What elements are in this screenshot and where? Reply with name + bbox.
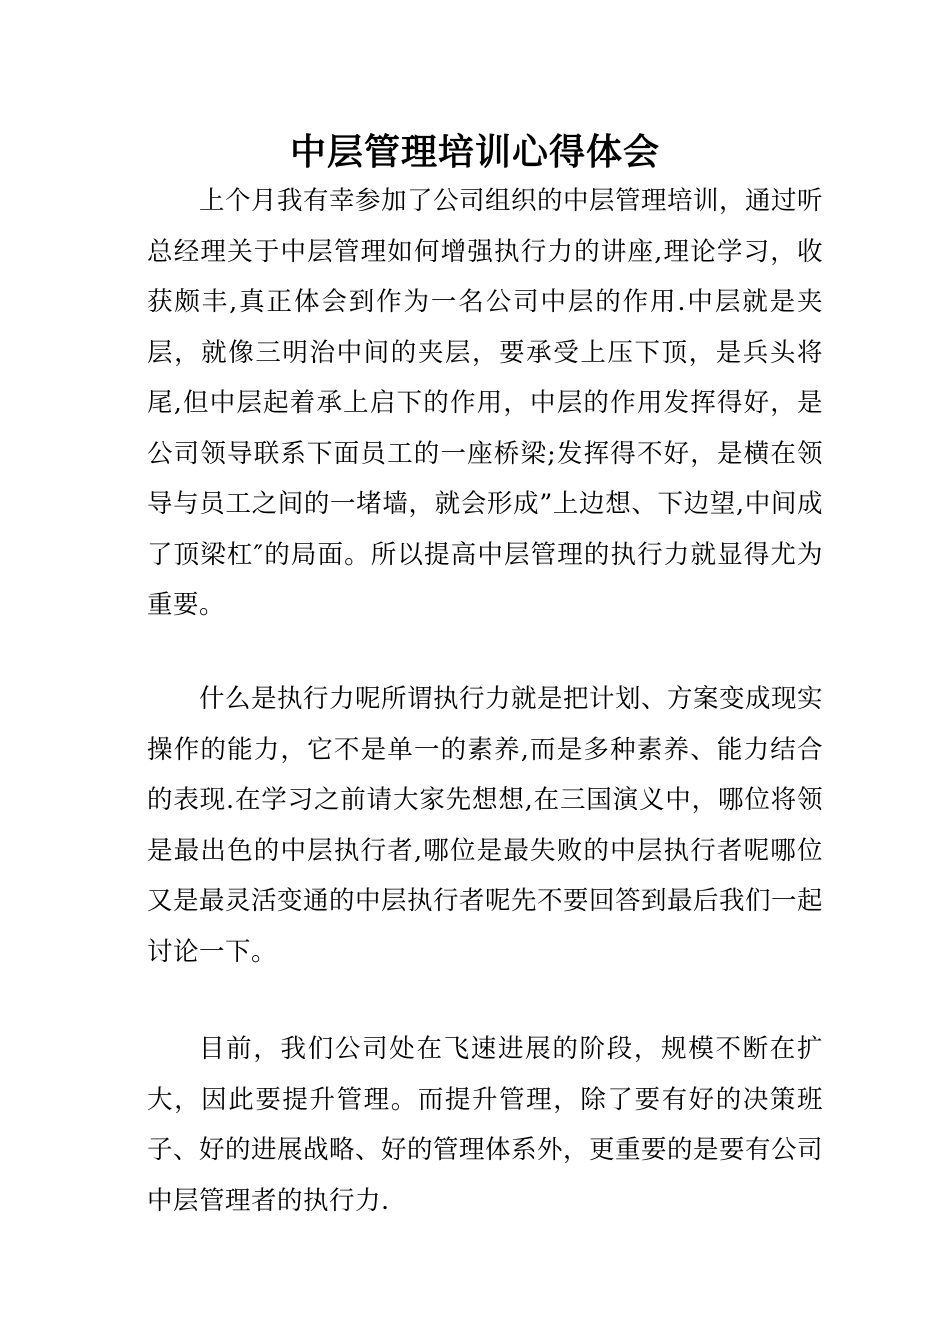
paragraph-1: 上个月我有幸参加了公司组织的中层管理培训，通过听总经理关于中层管理如何增强执行力的讲座,理论学习，收获颇丰,真正体会到作为一名公司中层的作用.中层就是夹层，就像三明治中间的夹层，要承受上压下顶，是兵头将尾,但中层起着承上启下的作用，中层的作用发挥得好，是公司领导联系下面员工的一座桥梁;发挥得不好，是横在领导与员工之间的一堵墙，就会形成”上边想、下边望,中间成了顶梁杠″的局面。所以提高中层管理的执行力就显得尤为重要。	[147, 186, 824, 620]
paragraph-3: 目前，我们公司处在飞速进展的阶段，规模不断在扩大，因此要提升管理。而提升管理，除了要有好的决策班子、好的进展战略、好的管理体系外，更重要的是要有公司中层管理者的执行力.	[147, 1034, 824, 1216]
document-title: 中层管理培训心得体会	[289, 131, 660, 173]
paragraph-2: 什么是执行力呢所谓执行力就是把计划、方案变成现实操作的能力，它不是单一的素养,而是多种素养、能力结合的表现.在学习之前请大家先想想,在三国演义中，哪位将领是最出色的中层执行者,哪位是最失败的中层执行者呢哪位又是最灵活变通的中层执行者呢先不要回答到最后我们一起讨论一下。	[147, 684, 824, 967]
